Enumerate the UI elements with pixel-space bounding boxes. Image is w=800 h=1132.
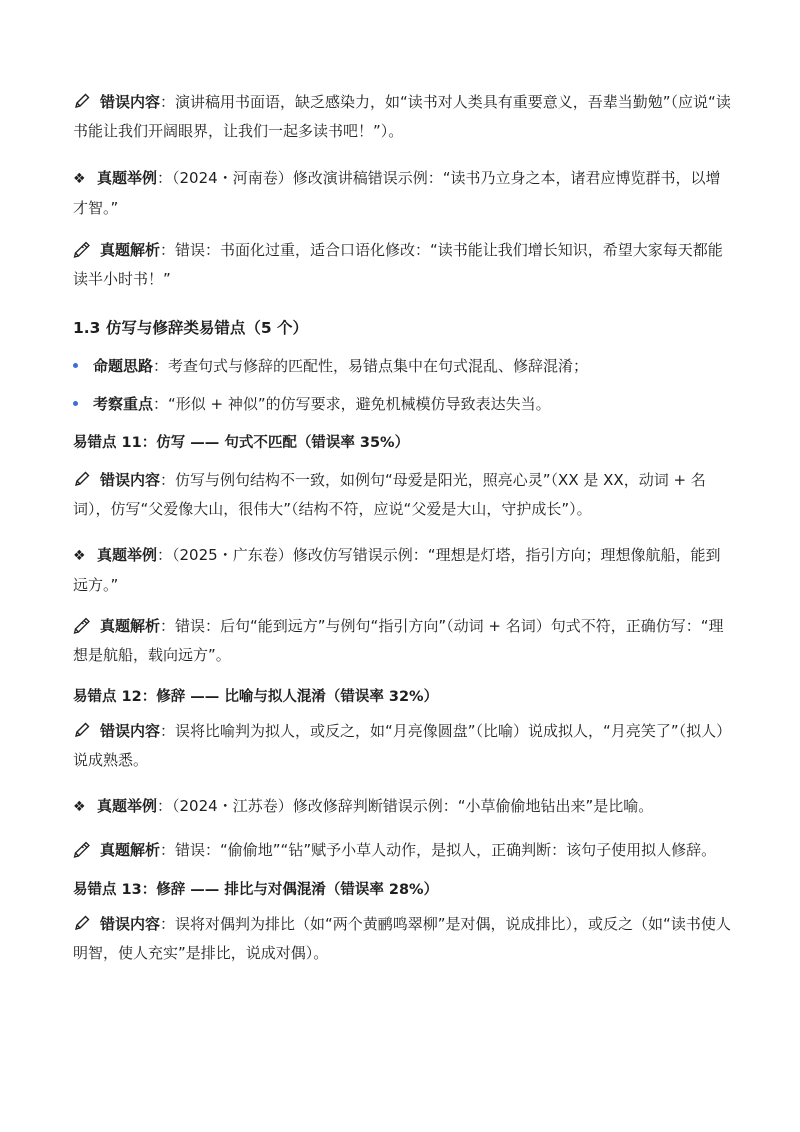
error-point-heading: 易错点 11：仿写 —— 句式不匹配（错误率 35%） (73, 435, 410, 451)
diamond-icon: ❖ (73, 548, 86, 564)
label: 真题举例 (97, 169, 158, 187)
label: 错误内容 (100, 93, 161, 111)
ruler-pencil-icon (73, 840, 91, 858)
pencil-icon (73, 470, 91, 488)
text: ：（2024・河南卷）修改演讲稿错误示例：“读书乃立身之本，诸君应博览群书，以增才智。” (73, 169, 721, 217)
label: 考察重点 (93, 395, 154, 413)
pencil-icon (73, 721, 91, 739)
label: 真题解析 (100, 617, 161, 635)
text: ：错误：书面化过重，适合口语化修改：“读书能让我们增长知识，希望大家每天都能读半小时书！” (73, 241, 723, 288)
bullet-item (73, 354, 733, 378)
exam-example-paragraph (73, 792, 733, 822)
error-content-paragraph (73, 466, 733, 524)
bullet-dot (73, 401, 78, 406)
diamond-icon: ❖ (73, 799, 86, 815)
pencil-icon (73, 92, 91, 110)
exam-example-paragraph (73, 541, 733, 600)
label: 真题解析 (100, 841, 161, 859)
label: 真题举例 (97, 546, 158, 564)
text: ：错误：后句“能到远方”与例句“指引方向”（动词 + 名词）句式不符，正确仿写：“理想是航船，载向远方”。 (73, 617, 724, 664)
error-content-paragraph (73, 910, 733, 968)
error-content-paragraph (73, 88, 733, 146)
exam-analysis-paragraph (73, 236, 733, 294)
exam-analysis-paragraph (73, 836, 733, 865)
text: ：错误：“偷偷地”“钻”赋予小草人动作，是拟人，正确判断：该句子使用拟人修辞。 (160, 841, 717, 859)
label: 错误内容 (100, 915, 161, 933)
error-content-paragraph (73, 717, 733, 775)
text: ：误将对偶判为排比（如“两个黄鹂鸣翠柳”是对偶，说成排比），或反之（如“读书使人明智，使人充实”是排比，说成对偶）。 (73, 915, 731, 962)
exam-example-paragraph (73, 164, 733, 223)
label: 错误内容 (100, 471, 161, 489)
text: ：考查句式与修辞的匹配性，易错点集中在句式混乱、修辞混淆； (153, 357, 589, 375)
pencil-icon (73, 914, 91, 932)
label: 真题解析 (100, 241, 161, 259)
exam-analysis-paragraph (73, 612, 733, 670)
label: 错误内容 (100, 722, 161, 740)
text: ：（2024・江苏卷）修改修辞判断错误示例：“小草偷偷地钻出来”是比喻。 (157, 797, 654, 815)
text: ：误将比喻判为拟人，或反之，如“月亮像圆盘”（比喻）说成拟人，“月亮笑了”（拟人）说成熟悉。 (73, 722, 732, 769)
ruler-pencil-icon (73, 616, 91, 634)
text: ：“形似 + 神似”的仿写要求，避免机械模仿导致表达失当。 (153, 395, 551, 413)
text: ：（2025・广东卷）修改仿写错误示例：“理想是灯塔，指引方向；理想像航船，能到远方。” (73, 546, 721, 594)
text: ：仿写与例句结构不一致，如例句“母爱是阳光，照亮心灵”（XX 是 XX，动词 + 名词），仿写“父爱像大山，很伟大”（结构不符，应说“父爱是大山，守护成长”）。 (73, 471, 706, 518)
section-heading: 1.3 仿写与修辞类易错点（5 个） (73, 319, 309, 337)
ruler-pencil-icon (73, 240, 91, 258)
label: 真题举例 (97, 797, 158, 815)
bullet-item (73, 392, 733, 416)
text: ：演讲稿用书面语，缺乏感染力，如“读书对人类具有重要意义，吾辈当勤勉”（应说“读书能让我们开阔眼界，让我们一起多读书吧！”）。 (73, 93, 731, 140)
error-point-heading: 易错点 12：修辞 —— 比喻与拟人混淆（错误率 32%） (73, 689, 439, 705)
label: 命题思路 (93, 357, 154, 375)
bullet-dot (73, 363, 78, 368)
diamond-icon: ❖ (73, 171, 86, 187)
error-point-heading: 易错点 13：修辞 —— 排比与对偶混淆（错误率 28%） (73, 882, 439, 898)
